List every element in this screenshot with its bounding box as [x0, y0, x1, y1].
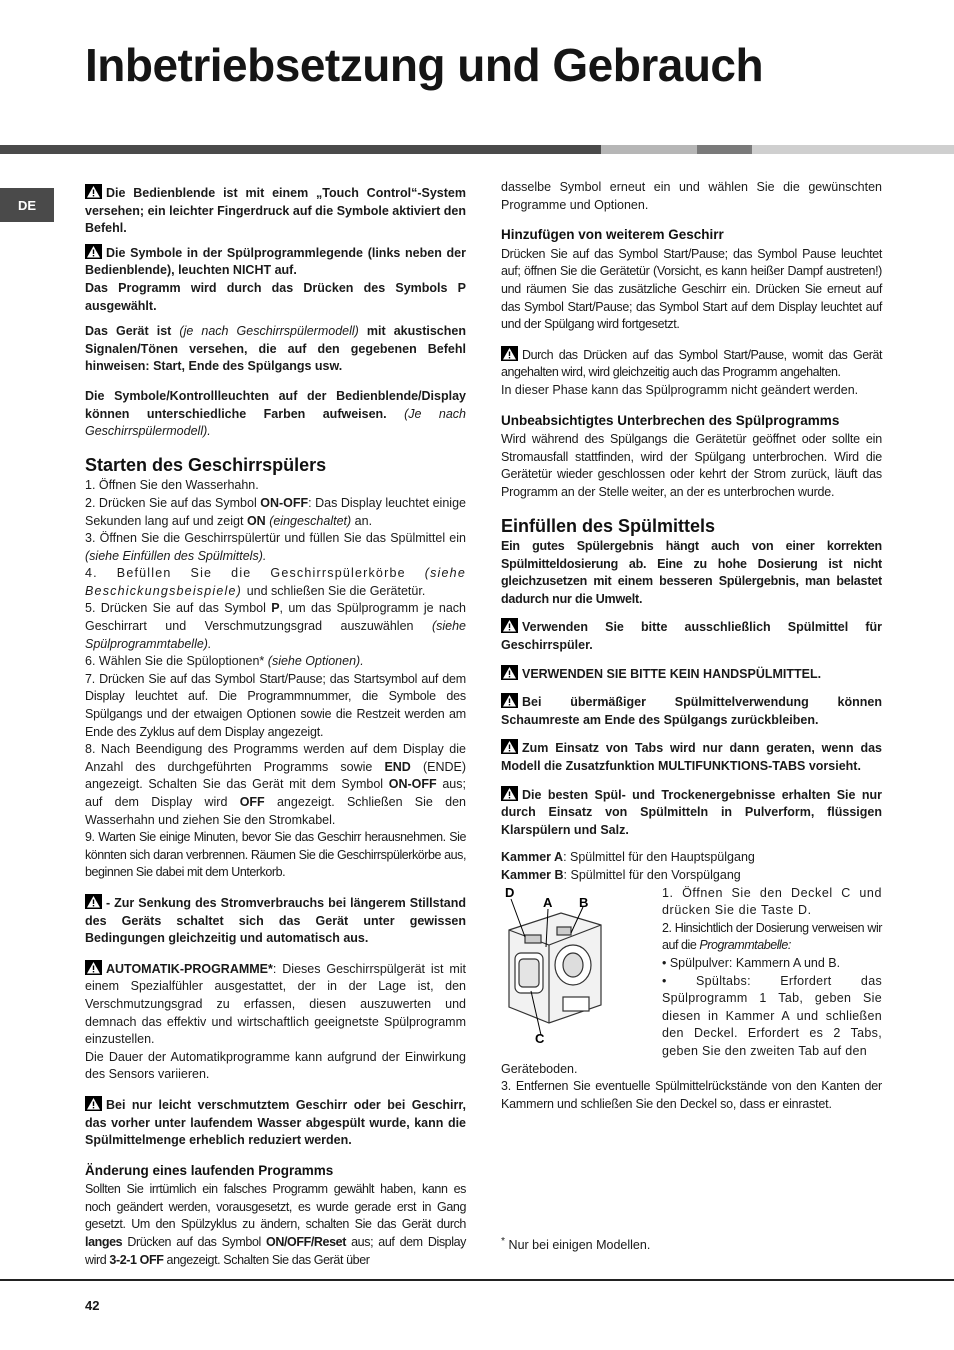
warning-detergent-only: Verwenden Sie bitte ausschließlich Spülmittel für Geschirrspüler.: [501, 620, 882, 653]
detergent-dispenser-illustration: [501, 885, 661, 1045]
warning-touch-control: Die Bedienblende ist mit einem „Touch Control“-System versehen; ein leichter Fingerdruck auf die Symbole aktiviert den Befehl.: [85, 186, 466, 236]
auto-programs-duration: Die Dauer der Automatikprogramme kann aufgrund der Einwirkung des Sensors variieren.: [85, 1049, 466, 1082]
warning-icon: [85, 1096, 102, 1111]
dispenser-powder: • Spülpulver: Kammern A und B.: [662, 955, 841, 970]
fill-intro: Ein gutes Spülergebnis hängt auch von einer korrekten Spülmitteldosierung ab. Eine zu hohe Dosierung ist nicht gleichzusetzen mit einem besseren Spülergebnis, man belastet dadurch nur die Umwelt.: [501, 539, 882, 606]
warning-lightly-soiled: Bei nur leicht verschmutztem Geschirr oder bei Geschirr, das vorher unter laufendem Wasser abgespült wurde, kann die Spülmittelmenge erheblich reduziert werden.: [85, 1097, 466, 1148]
left-column: [85, 184, 466, 1269]
chamber-b: Kammer B: Spülmittel für den Vorspülgang: [501, 868, 741, 882]
pause-note: In dieser Phase kann das Spülprogramm nicht geändert werden.: [501, 382, 859, 397]
signals-paragraph: Das Gerät ist (je nach Geschirrspülermodell) mit akustischen Signalen/Tönen versehen, die auf den gegebenen Befehl hinweisen: Start, Ende des Spülgangs usw.: [85, 324, 466, 374]
step-8: 8. Nach Beendigung des Programms werden auf dem Display die Anzahl des durchgeführten Programms sowie END (ENDE) angezeigt. Schalten Sie das Gerät mit dem Symbol ON-OFF aus; auf dem Display wird OFF angezeigt. Schließen Sie den Wasserhahn und ziehen Sie den Stromkabel.: [85, 742, 466, 827]
step-5: 5. Drücken Sie auf das Symbol P, um das Spülprogramm je nach Geschirrart und Verschmutzungsgrad auszuwählen (siehe Spülprogrammtabelle).: [85, 601, 467, 651]
section-heading-add: Hinzufügen von weiterem Geschirr: [501, 227, 724, 243]
footer-rule: [0, 1279, 954, 1281]
label-c: C: [535, 1030, 545, 1045]
warning-icon: [501, 786, 518, 801]
change-paragraph: Sollten Sie irrtümlich ein falsches Programm gewählt haben, kann es noch geändert werden, vorausgesetzt, es wurde gerade erst in Gang gesetzt. Um den Spülzyklus zu ändern, schalten Sie das Gerät durch langes Drücken auf das Symbol ON/OFF/Reset aus; auf dem Display wird 3-2-1 OFF angezeigt. Schalten Sie das Gerät über: [85, 1182, 466, 1267]
warning-icon: [501, 618, 518, 633]
page-title: Inbetriebsetzung und Gebrauch: [85, 39, 764, 91]
warning-icon: [501, 693, 518, 708]
step-9: 9. Warten Sie einige Minuten, bevor Sie das Geschirr herausnehmen. Sie könnten sich daran verbrennen. Räumen Sie die Geschirrspülerkörbe aus, beginnen Sie dabei mit dem Unterkorb.: [85, 830, 466, 880]
warning-auto-programs: AUTOMATIK-PROGRAMME*: Dieses Geschirrspülgerät ist mit einem Spezialfühler ausgestattet, der in der Lage ist, den Verschmutzungsgrad zu erfassen, diesen auszuwerten und demnach das effektiv und wirtschaftlich geeignetste Spülprogramm einzustellen.: [85, 961, 466, 1047]
continued-paragraph: dasselbe Symbol erneut ein und wählen Sie die gewünschten Programme und Optionen.: [501, 180, 882, 212]
step-7: 7. Drücken Sie auf das Symbol Start/Pause; das Startsymbol auf dem Display leuchtet auf. Die Programmnummer, die Symbole des Spülgangs und der etwaigen Optionen sowie die Restzeit werden am Ende des Zyklus auf dem Display angezeigt.: [85, 671, 466, 739]
dispenser-step-1: 1. Öffnen Sie den Deckel C und drücken Sie die Taste D.: [662, 885, 882, 918]
warning-symbols: Die Symbole in der Spülprogrammlegende (links neben der Bedienblende), leuchten NICHT auf.: [85, 245, 466, 278]
warning-excess-detergent: Bei übermäßiger Spülmittelverwendung können Schaumreste am Ende des Spülgangs zurückbleiben.: [501, 695, 882, 727]
detergent-dispenser-section: [501, 885, 882, 1063]
step-6: 6. Wählen Sie die Spüloptionen* (siehe Optionen).: [85, 654, 364, 669]
dispenser-tabs-end: Geräteboden.: [501, 1061, 578, 1076]
right-column: [501, 179, 882, 1113]
warning-icon: [501, 665, 518, 680]
step-1: 1. Öffnen Sie den Wasserhahn.: [85, 478, 259, 493]
step-3: 3. Öffnen Sie die Geschirrspülertür und füllen Sie das Spülmittel ein (siehe Einfüllen des Spülmittels).: [85, 531, 466, 563]
step-2: 2. Drücken Sie auf das Symbol ON-OFF: Das Display leuchtet einige Sekunden lang auf und zeigt ON (eingeschaltet) an.: [85, 495, 466, 528]
header-rule-segment: [601, 145, 697, 154]
label-a: A: [543, 894, 553, 910]
header-rule: [0, 145, 601, 154]
dispenser-tabs: • Spültabs: Erfordert das Spülprogramm 1 Tab, geben Sie diesen in Kammer A und schließen den Deckel. Erfordert es 2 Tabs, geben Sie den zweiten Tab auf den: [662, 973, 882, 1058]
warning-icon: [501, 346, 518, 361]
warning-icon: [85, 960, 102, 975]
header-rule-segment: [752, 145, 954, 154]
dispenser-instructions: [662, 885, 882, 1061]
warning-tabs: Zum Einsatz von Tabs wird nur dann geraten, wenn das Modell die Zusatzfunktion MULTIFUNKTIONS-TABS vorsieht.: [501, 741, 882, 774]
chamber-a: Kammer A: Spülmittel für den Hauptspülgang: [501, 850, 755, 865]
section-heading-fill: Einfüllen des Spülmittels: [501, 515, 716, 536]
warning-pause: Durch das Drücken auf das Symbol Start/Pause, womit das Gerät angehalten wird, wird gleichzeitig auch das Programm angehalten.: [501, 347, 882, 380]
footnote: * Nur bei einigen Modellen.: [501, 1236, 651, 1253]
program-select-note: Das Programm wird durch das Drücken des Symbols P ausgewählt.: [85, 280, 466, 313]
dispenser-step-3: 3. Entfernen Sie eventuelle Spülmittelrückstände von den Kanten der Kammern und schließen Sie den Deckel so, dass er einrastet.: [501, 1079, 882, 1111]
warning-standby: - Zur Senkung des Stromverbrauchs bei längerem Stillstand des Geräts schaltet sich das Gerät unter gewissen Bedingungen gleichzeitig und automatisch aus.: [85, 895, 466, 946]
header-rule-segment: [697, 145, 752, 154]
language-tab: DE: [0, 188, 54, 222]
section-heading-interrupt: Unbeabsichtigtes Unterbrechen des Spülprogramms: [501, 412, 840, 428]
warning-best-results: Die besten Spül- und Trockenergebnisse erhalten Sie nur durch Einsatz von Spülmitteln in Pulverform, flüssigen Klarspülern und Salz.: [501, 787, 882, 837]
warning-icon: [85, 184, 102, 199]
section-heading-start: Starten des Geschirrspülers: [85, 454, 327, 475]
warning-no-hand-detergent: VERWENDEN SIE BITTE KEIN HANDSPÜLMITTEL.: [501, 665, 882, 684]
warning-icon: [501, 739, 518, 754]
warning-icon: [85, 894, 102, 909]
section-heading-change: Änderung eines laufenden Programms: [85, 1162, 334, 1178]
colors-paragraph: Die Symbole/Kontrollleuchten auf der Bedienblende/Display können unterschiedliche Farben aufweisen. (Je nach Geschirrspülermodell).: [85, 388, 466, 439]
interrupt-paragraph: Wird während des Spülgangs die Gerätetür geöffnet oder sollte ein Stromausfall stattfinden, wird der Spülgang unterbrochen. Wird die Gerätetür wieder geschlossen oder kehrt der Strom zurück, läuft das Programm an der Stelle weiter, an der es unterbrochen wurde.: [501, 432, 882, 499]
label-b: B: [579, 894, 589, 910]
step-4: 4. Befüllen Sie die Geschirrspülerkörbe (siehe Beschickungsbeispiele) und schließen Sie die Gerätetür.: [85, 566, 466, 598]
dispenser-step-2: 2. Hinsichtlich der Dosierung verweisen wir auf die Programmtabelle:: [662, 920, 882, 953]
warning-icon: [85, 244, 102, 259]
page-number: 42: [85, 1298, 100, 1313]
label-d: D: [505, 884, 515, 900]
add-paragraph: Drücken Sie auf das Symbol Start/Pause; das Symbol Pause leuchtet auf; öffnen Sie die Gerätetür (Vorsicht, es kann heißer Dampf austreten!) und räumen Sie das zusätzliche Geschirr ein. Drücken Sie erneut auf das Symbol Start/Pause; das Symbol Start auf dem Display leuchtet auf und der Spülgang wird fortgesetzt.: [501, 246, 882, 332]
